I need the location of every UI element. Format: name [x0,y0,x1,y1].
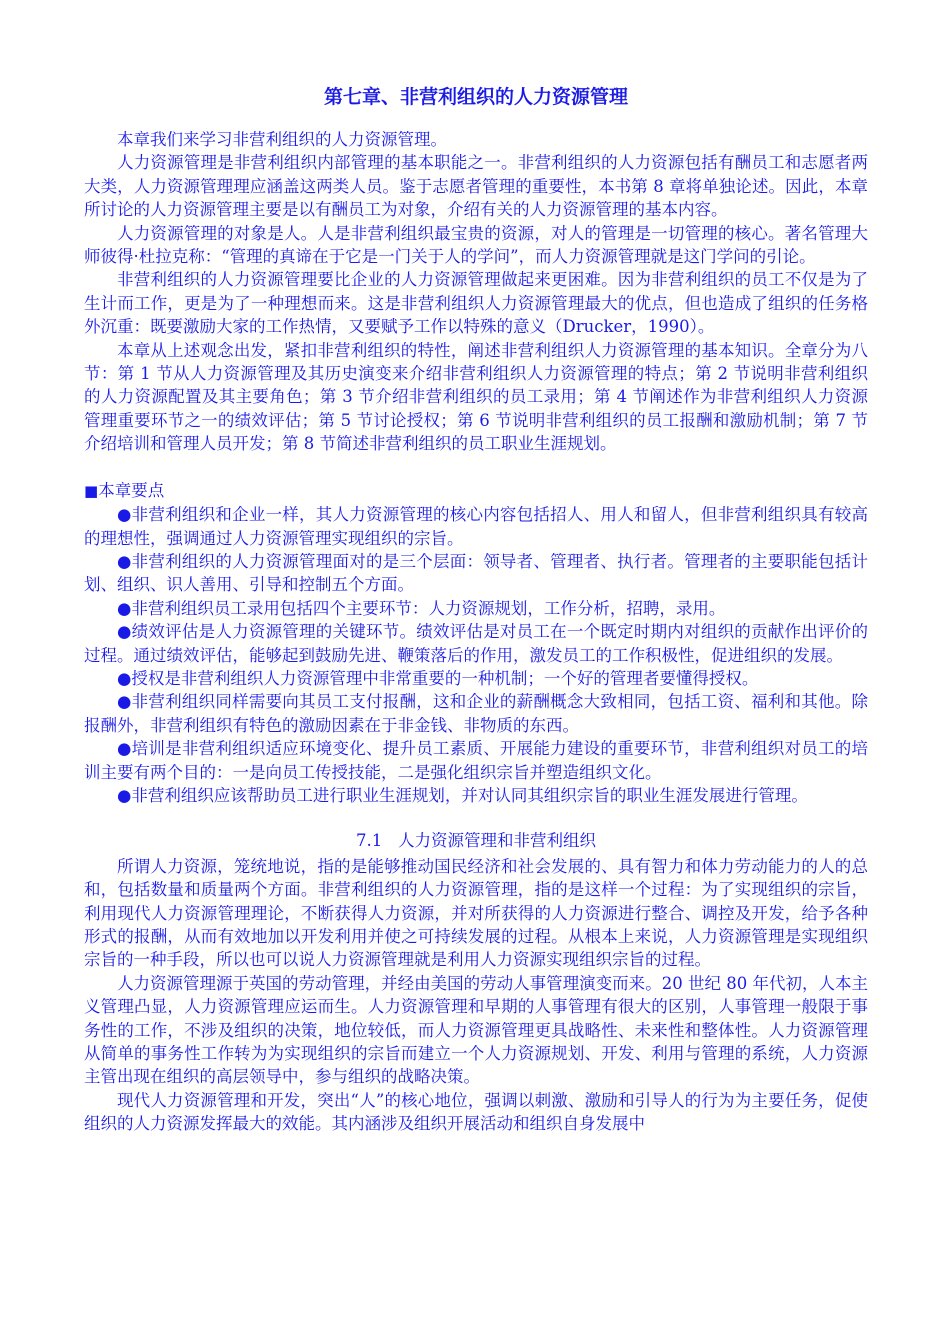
key-point-item: ●非营利组织员工录用包括四个主要环节：人力资源规划，工作分析，招聘，录用。 [117,598,726,618]
section-paragraph: 现代人力资源管理和开发，突出“人”的核心地位，强调以刺激、激励和引导人的行为为主要任务，促使组织的人力资源发挥最大的效能。其内涵涉及组织开展活动和组织自身发展中 [84,1090,868,1134]
bullet-icon: ● [117,622,132,642]
section-title-text: 人力资源管理和非营利组织 [398,831,596,851]
key-point-item: ●非营利组织应该帮助员工进行职业生涯规划，并对认同其组织宗旨的职业生涯发展进行管理。 [117,785,808,805]
intro-paragraph: 人力资源管理的对象是人。人是非营利组织最宝贵的资源，对人的管理是一切管理的核心。著名管理大师彼得·杜拉克称：“管理的真谛在于它是一门关于人的学问”，而人力资源管理就是这门学问的引论。 [84,223,868,267]
bullet-icon: ● [117,668,132,688]
spacer [84,456,868,479]
key-point-item: ●培训是非营利组织适应环境变化、提升员工素质、开展能力建设的重要环节，非营利组织对员工的培训主要有两个目的：一是向员工传授技能，二是强化组织宗旨并塑造组织文化。 [84,739,868,782]
key-point-item: ●非营利组织的人力资源管理面对的是三个层面：领导者、管理者、执行者。管理者的主要职能包括计划、组织、识人善用、引导和控制五个方面。 [84,551,868,595]
intro-paragraph: 非营利组织的人力资源管理要比企业的人力资源管理做起来更困难。因为非营利组织的员工不仅是为了生计而工作，更是为了一种理想而来。这是非营利组织人力资源管理最大的优点，但也造成了组织的任务格外沉重：既要激励大家的工作热情，又要赋予工作以特殊的意义（Drucker，1990）。 [84,270,868,337]
square-bullet-icon: ■ [84,481,99,500]
bullet-icon: ● [117,598,132,618]
document-page [84,84,868,1136]
bullet-icon: ● [117,785,132,805]
intro-paragraph: 本章从上述观念出发，紧扣非营利组织的特性，阐述非营利组织人力资源管理的基本知识。全章分为八节：第 1 节从人力资源管理及其历史演变来介绍非营利组织人力资源管理的特点；第 2 节说明非营利组织的人力资源配置及其主要角色；第 3 节介绍非营利组织的员工录用；第 4 节阐述作为非营利组织人力资源管理重要环节之一的绩效评估；第 5 节讨论授权；第 6 节说明非营利组织的员工报酬和激励机制；第 7 节介绍培训和管理人员开发；第 8 节简述非营利组织的员工职业生涯规划。 [84,340,868,454]
section-number: 7.1 [356,831,383,851]
bullet-icon: ● [117,505,132,525]
key-point-item: ●绩效评估是人力资源管理的关键环节。绩效评估是对员工在一个既定时期内对组织的贡献作出评价的过程。通过绩效评估，能够起到鼓励先进、鞭策落后的作用，激发员工的工作积极性，促进组织的发展。 [84,622,868,665]
bullet-icon: ● [117,551,132,571]
chapter-title: 第七章、非营利组织的人力资源管理 [323,86,628,108]
intro-paragraph: 本章我们来学习非营利组织的人力资源管理。 [117,130,447,149]
key-point-item: ●授权是非营利组织人力资源管理中非常重要的一种机制；一个好的管理者要懂得授权。 [117,668,759,688]
section-paragraph: 所谓人力资源，笼统地说，指的是能够推动国民经济和社会发展的、具有智力和体力劳动能力的人的总和，包括数量和质量两个方面。非营利组织的人力资源管理，指的是这样一个过程：为了实现组织的宗旨，利用现代人力资源管理理论，不断获得人力资源，并对所获得的人力资源进行整合、调控及开发，给予各种形式的报酬，从而有效地加以开发利用并使之可持续发展的过程。从根本上来说，人力资源管理是实现组织宗旨的一种手段，所以也可以说人力资源管理就是利用人力资源实现组织宗旨的过程。 [84,856,868,970]
key-points-heading-text: 本章要点 [98,480,165,500]
intro-paragraph: 人力资源管理是非营利组织内部管理的基本职能之一。非营利组织的人力资源包括有酬员工和志愿者两大类，人力资源管理理应涵盖这两类人员。鉴于志愿者管理的重要性，本书第 8 章将单独论述。因此，本章所讨论的人力资源管理主要是以有酬员工为对象，介绍有关的人力资源管理的基本内容。 [84,153,868,220]
section-paragraph: 人力资源管理源于英国的劳动管理，并经由美国的劳动人事管理演变而来。20 世纪 80 年代初，人本主义管理凸显，人力资源管理应运而生。人力资源管理和早期的人事管理有很大的区别，人事管理一般限于事务性的工作，不涉及组织的决策，地位较低，而人力资源管理更具战略性、未来性和整体性。人力资源管理从简单的事务性工作转为为实现组织的宗旨而建立一个人力资源规划、开发、利用与管理的系统，人力资源主管出现在组织的高层领导中，参与组织的战略决策。 [84,973,868,1087]
key-points-heading [84,479,868,503]
bullet-icon: ● [117,739,132,759]
key-point-item: ●非营利组织和企业一样，其人力资源管理的核心内容包括招人、用人和留人，但非营利组织具有较高的理想性，强调通过人力资源管理实现组织的宗旨。 [84,505,868,548]
bullet-icon: ● [117,692,132,712]
key-point-item: ●非营利组织同样需要向其员工支付报酬，这和企业的薪酬概念大致相同，包括工资、福利和其他。除报酬外，非营利组织有特色的激励因素在于非金钱、非物质的东西。 [84,692,868,735]
section-title [84,829,868,852]
